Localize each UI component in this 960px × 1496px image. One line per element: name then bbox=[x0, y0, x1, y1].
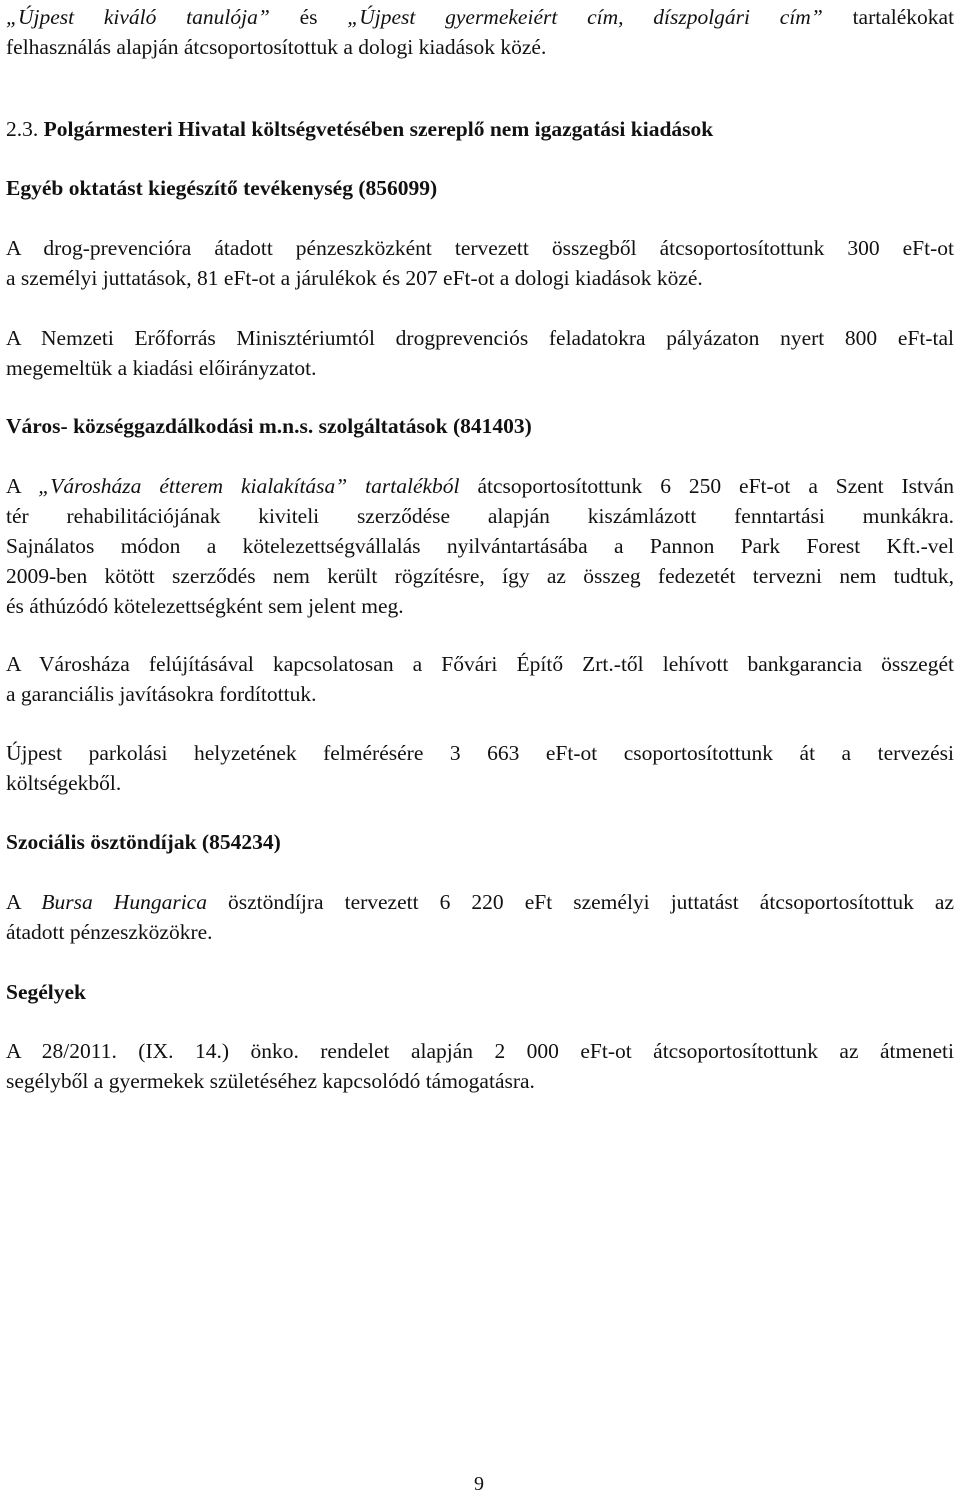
para-3-line-5: és áthúzódó kötelezettségként sem jelent meg. bbox=[6, 594, 404, 618]
subheading-szocialis-osztondijak: Szociális ösztöndíjak (854234) bbox=[6, 830, 281, 854]
para-5-line-2: költségekből. bbox=[6, 771, 122, 795]
para-3-rest: átcsoportosítottunk 6 250 eFt-ot a Szent István bbox=[477, 474, 955, 498]
intro-and: és bbox=[299, 5, 318, 29]
paragraph-bursa-hungarica bbox=[6, 887, 954, 947]
para-6-italic: Bursa Hungarica bbox=[41, 890, 207, 914]
intro-paragraph bbox=[6, 2, 954, 62]
intro-rest: tartalékokat bbox=[852, 5, 955, 29]
para-3-line-2: tér rehabilitációjának kiviteli szerződése alapján kiszámlázott fenntartási munkákra. bbox=[6, 504, 954, 528]
para-4-line-2: a garanciális javításokra fordítottuk. bbox=[6, 682, 317, 706]
paragraph-varoshaza-etterem bbox=[6, 471, 954, 621]
para-6-a: A bbox=[6, 890, 21, 914]
paragraph-bankgarancia bbox=[6, 649, 954, 709]
paragraph-nemzeti-eroforras bbox=[6, 323, 954, 383]
para-3-a: A bbox=[6, 474, 21, 498]
para-3-line-4: 2009-ben kötött szerződés nem került rögzítésre, így az összeg fedezetét tervezni nem tudtuk, bbox=[6, 564, 954, 588]
para-5-line-1: Újpest parkolási helyzetének felmérésére 3 663 eFt-ot csoportosítottunk át a tervezési bbox=[6, 741, 954, 765]
para-3-line-1 bbox=[6, 471, 954, 501]
paragraph-segelyek bbox=[6, 1036, 954, 1096]
subheading-varosgazdalkodas: Város- községgazdálkodási m.n.s. szolgáltatások (841403) bbox=[6, 414, 532, 438]
paragraph-parkolas bbox=[6, 738, 954, 798]
intro-quote-1: Újpest kiváló tanulója bbox=[17, 5, 258, 29]
para-1-line-2: a személyi juttatások, 81 eFt-ot a járulékok és 207 eFt-ot a dologi kiadások közé. bbox=[6, 266, 703, 290]
para-3-italic: „Városháza étterem kialakítása” tartalékból bbox=[38, 474, 460, 498]
subheading-segelyek: Segélyek bbox=[6, 980, 87, 1004]
intro-quote-2: Újpest gyermekeiért cím, díszpolgári cím bbox=[359, 5, 811, 29]
subheading-oktatas: Egyéb oktatást kiegészítő tevékenység (856099) bbox=[6, 176, 438, 200]
para-2-line-2: megemeltük a kiadási előirányzatot. bbox=[6, 356, 317, 380]
section-title: Polgármesteri Hivatal költségvetésében szereplő nem igazgatási kiadások bbox=[43, 117, 714, 141]
page-number: 9 bbox=[474, 1473, 484, 1495]
para-4-line-1: A Városháza felújításával kapcsolatosan a Fővári Építő Zrt.-től lehívott bankgarancia összegét bbox=[6, 652, 954, 676]
intro-line-1: „Újpest kiváló tanulója” és „Újpest gyermekeiért cím, díszpolgári cím” tartalékokat bbox=[6, 5, 955, 29]
para-7-line-2: segélyből a gyermekek születéséhez kapcsolódó támogatásra. bbox=[6, 1069, 535, 1093]
intro-line-2: felhasználás alapján átcsoportosítottuk a dologi kiadások közé. bbox=[6, 35, 547, 59]
para-7-line-1: A 28/2011. (IX. 14.) önko. rendelet alapján 2 000 eFt-ot átcsoportosítottunk az átmeneti bbox=[6, 1039, 954, 1063]
para-3-line-3: Sajnálatos módon a kötelezettségvállalás nyilvántartásába a Pannon Park Forest Kft.-vel bbox=[6, 534, 954, 558]
section-heading bbox=[6, 114, 713, 144]
para-1-line-1: A drog-prevencióra átadott pénzeszközként tervezett összegből átcsoportosítottunk 300 eFt-ot bbox=[6, 236, 954, 260]
section-number: 2.3. bbox=[6, 117, 39, 141]
para-2-line-1: A Nemzeti Erőforrás Minisztériumtól drogprevenciós feladatokra pályázaton nyert 800 eFt-tal bbox=[6, 326, 954, 350]
para-6-line-1 bbox=[6, 887, 954, 917]
para-6-line-2: átadott pénzeszközökre. bbox=[6, 920, 213, 944]
para-6-rest: ösztöndíjra tervezett 6 220 eFt személyi juttatást átcsoportosítottuk az bbox=[228, 890, 955, 914]
paragraph-drogprevencio bbox=[6, 233, 954, 293]
